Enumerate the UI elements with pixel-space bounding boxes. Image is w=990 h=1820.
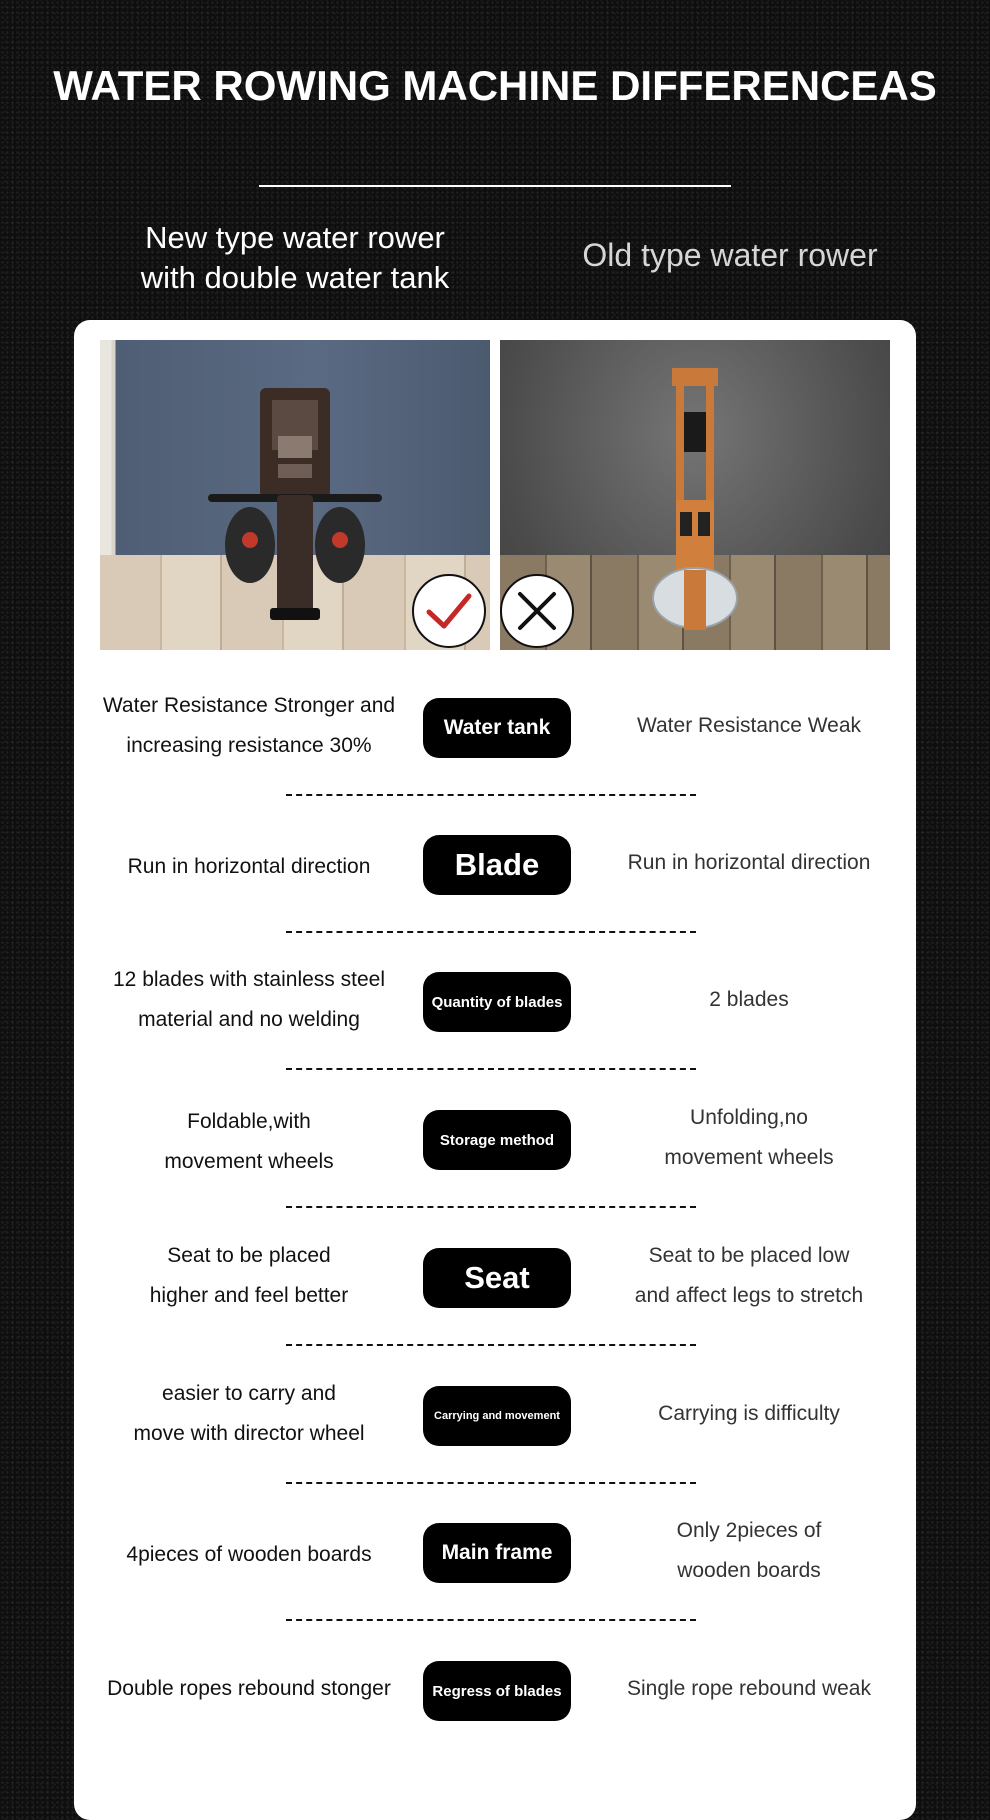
new-type-heading: New type water rower with double water tank	[140, 220, 450, 295]
old-type-feature	[594, 1511, 904, 1591]
comparison-card	[74, 320, 916, 1820]
feature-text: 2 blades	[709, 988, 789, 1011]
close-icon	[502, 576, 572, 646]
feature-text: 12 blades with stainless steel material and no welding	[113, 968, 385, 1031]
new-type-feature	[94, 1102, 404, 1182]
feature-text: Run in horizontal direction	[627, 851, 871, 874]
comparison-row-quantity-of-blades	[74, 960, 916, 1040]
feature-text: Carrying is difficulty	[658, 1402, 840, 1425]
category-label: Storage method	[423, 1110, 571, 1170]
new-type-feature	[94, 960, 404, 1040]
new-type-feature	[94, 1374, 404, 1454]
new-type-feature	[94, 1236, 404, 1316]
feature-text: Foldable,with movement wheels	[164, 1110, 334, 1173]
feature-text: Only 2pieces of wooden boards	[676, 1519, 822, 1582]
old-type-feature	[594, 1374, 904, 1454]
category-label: Water tank	[423, 698, 571, 758]
old-type-heading: Old type water rower	[582, 237, 878, 273]
row-divider	[286, 1344, 696, 1346]
row-divider	[286, 1619, 696, 1621]
comparison-row-water-tank	[74, 686, 916, 766]
feature-text: Unfolding,no movement wheels	[664, 1106, 834, 1169]
category-label: Seat	[423, 1248, 571, 1308]
feature-text: Single rope rebound weak	[626, 1677, 871, 1700]
old-type-feature	[594, 686, 904, 766]
comparison-row-storage-method	[74, 1098, 916, 1178]
new-type-feature	[94, 827, 404, 907]
comparison-row-blade	[74, 823, 916, 903]
category-label: Regress of blades	[423, 1661, 571, 1721]
title-divider	[259, 185, 731, 187]
feature-text: 4pieces of wooden boards	[126, 1543, 372, 1566]
row-divider	[286, 1068, 696, 1070]
feature-text: Seat to be placed low and affect legs to stretch	[634, 1244, 864, 1307]
old-type-feature	[594, 960, 904, 1040]
feature-text: Water Resistance Weak	[636, 714, 862, 737]
page-title: WATER ROWING MACHINE DIFFERENCEAS	[53, 62, 937, 109]
check-icon	[414, 576, 484, 646]
category-label: Main frame	[423, 1523, 571, 1583]
category-label: Carrying and movement	[423, 1386, 571, 1446]
new-type-feature	[94, 1649, 404, 1729]
row-divider	[286, 794, 696, 796]
feature-text: Double ropes rebound stonger	[107, 1677, 391, 1700]
cross-badge	[500, 574, 574, 648]
feature-text: easier to carry and move with director wheel	[133, 1382, 365, 1445]
new-type-feature	[94, 1515, 404, 1595]
comparison-row-carrying-and-movement	[74, 1374, 916, 1454]
category-label: Blade	[423, 835, 571, 895]
check-badge	[412, 574, 486, 648]
category-label: Quantity of blades	[423, 972, 571, 1032]
row-divider	[286, 1206, 696, 1208]
old-type-feature	[594, 1098, 904, 1178]
row-divider	[286, 931, 696, 933]
feature-text: Run in horizontal direction	[127, 855, 371, 878]
old-type-feature	[594, 823, 904, 903]
comparison-row-seat	[74, 1236, 916, 1316]
new-type-feature	[94, 686, 404, 766]
feature-text: Seat to be placed higher and feel better	[149, 1244, 349, 1307]
old-type-feature	[594, 1649, 904, 1729]
feature-text: Water Resistance Stronger and increasing resistance 30%	[102, 694, 396, 757]
comparison-row-main-frame	[74, 1511, 916, 1591]
old-type-feature	[594, 1236, 904, 1316]
row-divider	[286, 1482, 696, 1484]
comparison-row-regress-of-blades	[74, 1649, 916, 1729]
